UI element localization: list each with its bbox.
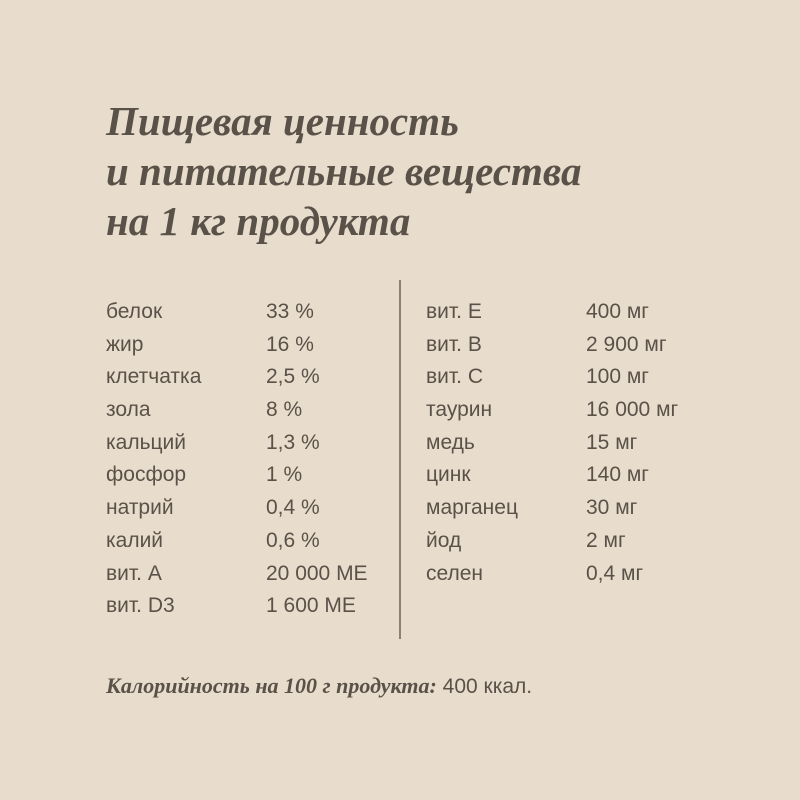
- nutrient-row: [106, 525, 406, 558]
- nutrient-name: вит. D3: [106, 594, 175, 618]
- nutrient-name: селен: [426, 561, 484, 585]
- nutrient-row: [106, 329, 406, 362]
- nutrient-row: [426, 361, 726, 394]
- nutrient-name: натрий: [106, 496, 174, 520]
- nutrient-value: 0,6 %: [266, 528, 320, 552]
- nutrient-value: 2 мг: [586, 528, 626, 552]
- nutrient-value: 400 мг: [586, 300, 649, 323]
- nutrient-row: [426, 459, 726, 492]
- nutrient-name: зола: [106, 398, 151, 422]
- nutrient-row: [106, 558, 406, 591]
- nutrient-list-right: [426, 296, 726, 590]
- nutrient-name: вит. Е: [426, 300, 482, 323]
- title-line-2: и питательные вещества: [106, 148, 582, 194]
- nutrient-value: 140 мг: [586, 463, 649, 487]
- nutrient-value: 2,5 %: [266, 365, 320, 389]
- nutrient-list-left: [106, 296, 406, 623]
- nutrient-value: 15 мг: [586, 430, 638, 454]
- nutrient-name: марганец: [426, 496, 518, 520]
- title-line-3: на 1 кг продукта: [106, 198, 411, 244]
- nutrient-row: [106, 492, 406, 525]
- nutrient-name: вит. А: [106, 561, 162, 585]
- nutrient-name: кальций: [106, 430, 187, 454]
- title-line-1: Пищевая ценность: [106, 98, 459, 144]
- calorie-value: 400 ккал.: [442, 675, 533, 698]
- column-divider: [399, 280, 401, 639]
- nutrient-row: [426, 492, 726, 525]
- nutrient-name: вит. В: [426, 332, 482, 356]
- nutrient-row: [106, 590, 406, 623]
- nutrient-row: [426, 558, 726, 591]
- nutrient-row: [106, 394, 406, 427]
- nutrient-row: [106, 459, 406, 492]
- page-title: [106, 96, 581, 246]
- nutrient-value: 8 %: [266, 398, 303, 422]
- nutrient-name: вит. С: [426, 365, 484, 389]
- nutrient-row: [426, 427, 726, 460]
- nutrient-row: [426, 394, 726, 427]
- nutrient-value: 0,4 мг: [586, 561, 644, 585]
- calorie-label: Калорийность на 100 г продукта:: [106, 673, 437, 698]
- nutrient-row: [426, 329, 726, 362]
- nutrient-row: [106, 361, 406, 394]
- nutrient-name: фосфор: [106, 463, 187, 487]
- nutrient-value: 1 600 МЕ: [266, 594, 356, 618]
- nutrient-value: 33 %: [266, 300, 314, 323]
- nutrient-name: калий: [106, 528, 164, 552]
- nutrient-name: жир: [106, 332, 144, 356]
- nutrient-row: [426, 525, 726, 558]
- nutrient-name: клетчатка: [106, 365, 202, 389]
- calorie-note: [106, 670, 532, 703]
- nutrient-row: [426, 296, 726, 329]
- nutrient-name: белок: [106, 300, 163, 323]
- nutrient-name: таурин: [426, 398, 493, 422]
- nutrient-value: 0,4 %: [266, 496, 320, 520]
- nutrient-value: 1 %: [266, 463, 303, 487]
- nutrient-row: [106, 296, 406, 329]
- nutrient-row: [106, 427, 406, 460]
- nutrient-value: 2 900 мг: [586, 332, 667, 356]
- nutrient-name: цинк: [426, 463, 471, 487]
- nutrient-value: 1,3 %: [266, 430, 320, 454]
- nutrient-value: 16 000 мг: [586, 398, 679, 422]
- nutrient-value: 100 мг: [586, 365, 649, 389]
- nutrient-value: 30 мг: [586, 496, 638, 520]
- nutrient-name: медь: [426, 430, 475, 454]
- nutrient-name: йод: [426, 528, 462, 552]
- nutrient-value: 16 %: [266, 332, 314, 356]
- nutrient-value: 20 000 МЕ: [266, 561, 368, 585]
